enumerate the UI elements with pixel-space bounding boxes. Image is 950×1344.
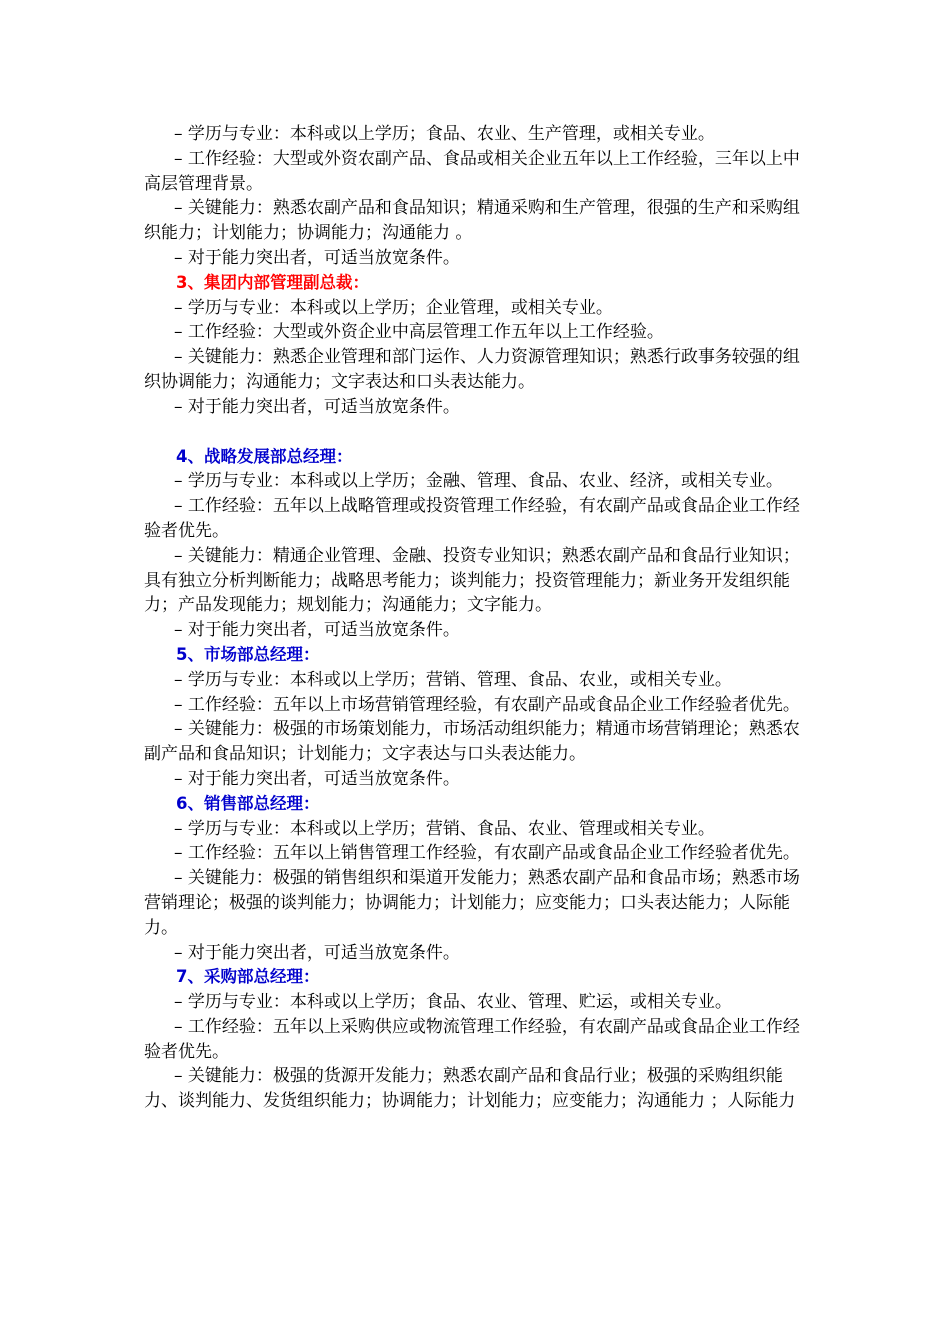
section-4-experience: – 工作经验：五年以上战略管理或投资管理工作经验，有农副产品或食品企业工作经验者优先。 (144, 496, 800, 541)
intro-key-ability: – 关键能力：熟悉农副产品和食品知识；精通采购和生产管理，很强的生产和采购组织能力；计划能力；协调能力；沟通能力 。 (144, 198, 800, 244)
section-4-note: – 对于能力突出者，可适当放宽条件。 (174, 620, 460, 641)
section-6-note: – 对于能力突出者，可适当放宽条件。 (174, 942, 460, 963)
section-7-key-ability: – 关键能力：极强的货源开发能力；熟悉农副产品和食品行业；极强的采购组织能力、谈判能力、发货组织能力；协调能力；计划能力；应变能力；沟通能力 ；人际能力 (144, 1066, 796, 1112)
section-5-note: – 对于能力突出者，可适当放宽条件。 (174, 768, 460, 789)
section-spacer (144, 420, 814, 445)
section-3-experience: – 工作经验：大型或外资企业中高层管理工作五年以上工作经验。 (174, 322, 664, 343)
intro-experience: – 工作经验：大型或外资农副产品、食品或相关企业五年以上工作经验，三年以上中高层管理背景。 (144, 148, 800, 194)
intro-education: – 学历与专业：本科或以上学历；食品、农业、生产管理，或相关专业。 (174, 124, 715, 144)
section-5-education: – 学历与专业：本科或以上学历；营销、管理、食品、农业，或相关专业。 (174, 669, 732, 690)
section-4-education: – 学历与专业：本科或以上学历；金融、管理、食品、农业、经济，或相关专业。 (174, 471, 783, 492)
document-page (144, 122, 814, 1114)
section-3-heading: 3、集团内部管理副总裁： (176, 272, 369, 292)
section-6-key-ability: – 关键能力：极强的销售组织和渠道开发能力；熟悉农副产品和食品市场；熟悉市场营销理论；极强的谈判能力；协调能力；计划能力；应变能力；口头表达能力；人际能力。 (144, 868, 800, 938)
section-6-education: – 学历与专业：本科或以上学历；营销、食品、农业、管理或相关专业。 (174, 818, 715, 839)
section-4-key-ability: – 关键能力：精通企业管理、金融、投资专业知识；熟悉农副产品和食品行业知识；具有独立分析判断能力；战略思考能力；谈判能力；投资管理能力；新业务开发组织能力；产品发现能力；规划能力；沟通能力；文字能力。 (144, 545, 800, 616)
section-5-experience: – 工作经验：五年以上市场营销管理经验，有农副产品或食品企业工作经验者优先。 (174, 694, 800, 715)
section-6-heading: 6、销售部总经理： (176, 793, 320, 813)
section-3-education: – 学历与专业：本科或以上学历；企业管理，或相关专业。 (174, 297, 613, 318)
section-6-experience: – 工作经验：五年以上销售管理工作经验，有农副产品或食品企业工作经验者优先。 (174, 843, 800, 864)
section-4-heading: 4、战略发展部总经理： (176, 446, 353, 466)
section-3-key-ability: – 关键能力：熟悉企业管理和部门运作、人力资源管理知识；熟悉行政事务较强的组织协调能力；沟通能力；文字表达和口头表达能力。 (144, 347, 800, 392)
section-7-heading: 7、采购部总经理： (176, 967, 320, 987)
section-5-key-ability: – 关键能力：极强的市场策划能力，市场活动组织能力；精通市场营销理论；熟悉农副产品和食品知识；计划能力；文字表达与口头表达能力。 (144, 719, 800, 765)
section-3-note: – 对于能力突出者，可适当放宽条件。 (174, 396, 460, 417)
section-7-experience: – 工作经验：五年以上采购供应或物流管理工作经验，有农副产品或食品企业工作经验者优先。 (144, 1016, 800, 1062)
intro-note: – 对于能力突出者，可适当放宽条件。 (174, 247, 460, 268)
section-5-heading: 5、市场部总经理： (176, 644, 320, 664)
section-7-education: – 学历与专业：本科或以上学历；食品、农业、管理、贮运，或相关专业。 (174, 992, 732, 1013)
